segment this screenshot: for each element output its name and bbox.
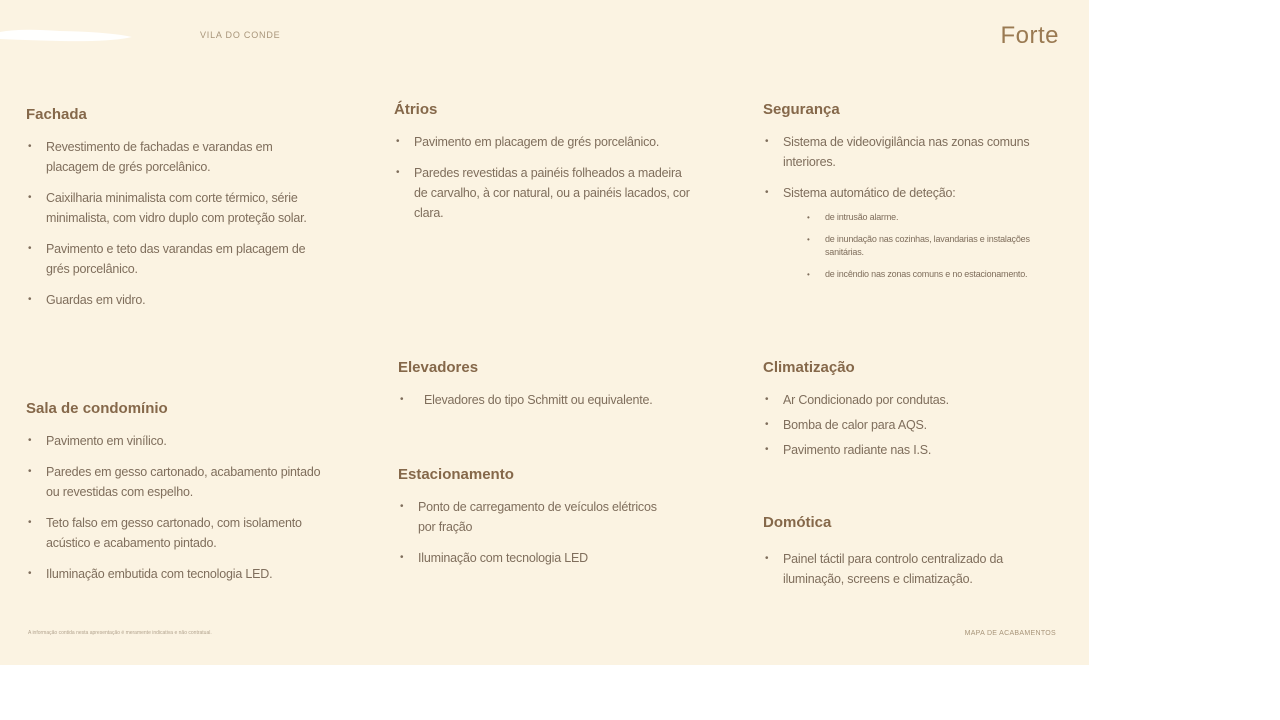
sub-list-item: • de inundação nas cozinhas, lavandarias e instalações sanitárias. — [805, 233, 1063, 259]
list-item: • Revestimento de fachadas e varandas em placagem de grés porcelânico. — [26, 137, 326, 177]
list-item: • Ponto de carregamento de veículos elétricos por fração — [398, 497, 658, 537]
list-item: • Ar Condicionado por condutas. — [763, 390, 1063, 410]
list-item — [763, 183, 1063, 281]
section-seguranca — [763, 101, 1063, 292]
section-title: Elevadores — [398, 359, 479, 376]
list-item: • Guardas em vidro. — [26, 290, 326, 310]
list-item: • Paredes em gesso cartonado, acabamento pintado ou revestidas com espelho. — [26, 462, 326, 502]
list-item: • Teto falso em gesso cartonado, com isolamento acústico e acabamento pintado. — [26, 513, 326, 553]
sub-bullet-list — [783, 211, 1063, 281]
section-elevadores — [398, 359, 698, 421]
bullet-list — [398, 390, 698, 410]
list-item: • Caixilharia minimalista com corte térmico, série minimalista, com vidro duplo com proteção solar. — [26, 188, 326, 228]
section-atrios — [394, 101, 694, 234]
brand-name: Forte — [1000, 22, 1059, 49]
brand-logo-icon — [0, 28, 132, 44]
section-title: Átrios — [394, 101, 438, 118]
document-title: MAPA DE ACABAMENTOS — [964, 630, 1056, 637]
bullet-list — [394, 132, 694, 223]
list-item: • Sistema de videovigilância nas zonas comuns interiores. — [763, 132, 1063, 172]
list-item: • Elevadores do tipo Schmitt ou equivalente. — [398, 390, 698, 410]
section-title: Climatização — [763, 359, 855, 376]
section-title: Segurança — [763, 101, 840, 118]
bullet-list — [763, 132, 1063, 281]
section-title: Fachada — [26, 106, 87, 123]
sub-list-item: • de intrusão alarme. — [805, 211, 1063, 224]
bullet-list — [398, 497, 658, 568]
list-item: • Iluminação embutida com tecnologia LED. — [26, 564, 326, 584]
list-item: • Painel táctil para controlo centralizado da iluminação, screens e climatização. — [763, 549, 1043, 589]
list-item: • Pavimento radiante nas I.S. — [763, 440, 1063, 460]
bullet-list — [26, 137, 326, 310]
section-climatizacao — [763, 359, 1063, 471]
sub-list-item: • de incêndio nas zonas comuns e no estacionamento. — [805, 268, 1063, 281]
bullet-list — [763, 390, 1063, 460]
section-title: Domótica — [763, 514, 832, 531]
section-estacionamento — [398, 466, 658, 579]
list-item: • Bomba de calor para AQS. — [763, 415, 1063, 435]
section-domotica — [763, 514, 1043, 600]
list-item-text: Sistema automático de deteção: — [783, 186, 956, 200]
bullet-list — [26, 431, 326, 584]
bullet-list — [763, 549, 1043, 589]
location-label: VILA DO CONDE — [200, 30, 281, 40]
disclaimer-text: A informação contida nesta apresentação é meramente indicativa e não contratual. — [28, 630, 212, 636]
list-item: • Pavimento e teto das varandas em placagem de grés porcelânico. — [26, 239, 326, 279]
section-sala-condominio — [26, 400, 326, 595]
list-item: • Paredes revestidas a painéis folheados a madeira de carvalho, à cor natural, ou a painéis lacados, cor clara. — [394, 163, 694, 223]
section-fachada — [26, 106, 326, 321]
list-item: • Pavimento em placagem de grés porcelânico. — [394, 132, 694, 152]
section-title: Estacionamento — [398, 466, 514, 483]
section-title: Sala de condomínio — [26, 400, 168, 417]
list-item: • Pavimento em vinílico. — [26, 431, 326, 451]
list-item: • Iluminação com tecnologia LED — [398, 548, 658, 568]
